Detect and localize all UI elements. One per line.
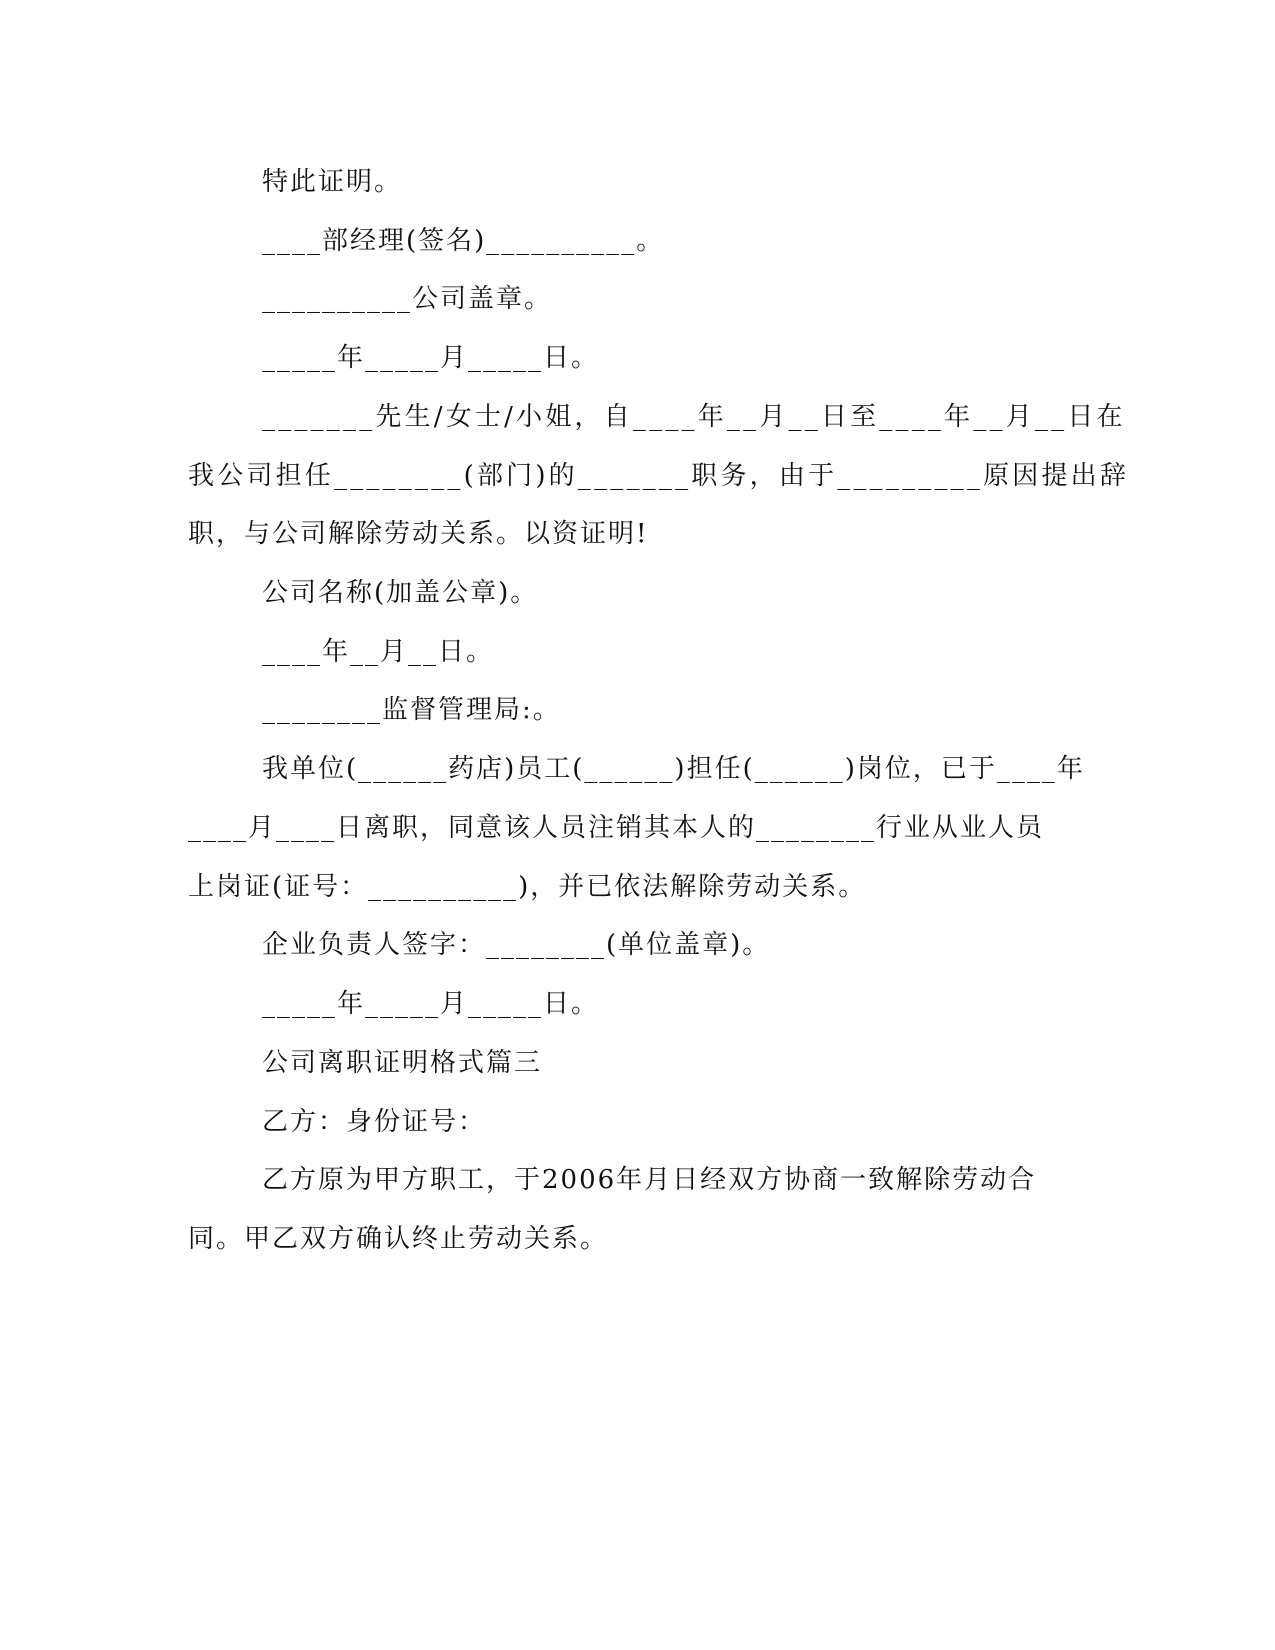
company-seal-line: __________公司盖章。 (262, 284, 553, 314)
paragraph-line: ____月____日离职，同意该人员注销其本人的________行业从业人员 (188, 813, 1045, 843)
date-line: ____年__月__日。 (262, 637, 495, 667)
date-line: _____年_____月_____日。 (262, 343, 600, 373)
date-line: _____年_____月_____日。 (262, 989, 600, 1019)
paragraph-line: 乙方原为甲方职工，于2006年月日经双方协商一致解除劳动合 (262, 1165, 1037, 1195)
responsible-person-signature-line: 企业负责人签字：________(单位盖章)。 (262, 930, 771, 960)
section-heading: 公司离职证明格式篇三 (262, 1048, 543, 1078)
closing-statement: 特此证明。 (262, 167, 403, 197)
addressee-line: ________监督管理局:。 (262, 695, 561, 725)
paragraph-line: 同。甲乙双方确认终止劳动关系。 (188, 1224, 609, 1254)
paragraph-line: 职，与公司解除劳动关系。以资证明! (188, 519, 649, 549)
paragraph-line: _______先生/女士/小姐，自____年__月__日至____年__月__日在 (262, 402, 1126, 432)
manager-signature-line: ____部经理(签名)__________。 (262, 226, 665, 256)
paragraph-line: 我公司担任________(部门)的_______职务，由于_________原因提出辞 (188, 461, 1130, 491)
paragraph-line: 我单位(______药店)员工(______)担任(______)岗位，已于____年 (262, 754, 1085, 784)
party-b-id-line: 乙方：身份证号： (262, 1107, 487, 1137)
company-name-line: 公司名称(加盖公章)。 (262, 578, 539, 608)
paragraph-line: 上岗证(证号：__________)，并已依法解除劳动关系。 (188, 872, 867, 902)
